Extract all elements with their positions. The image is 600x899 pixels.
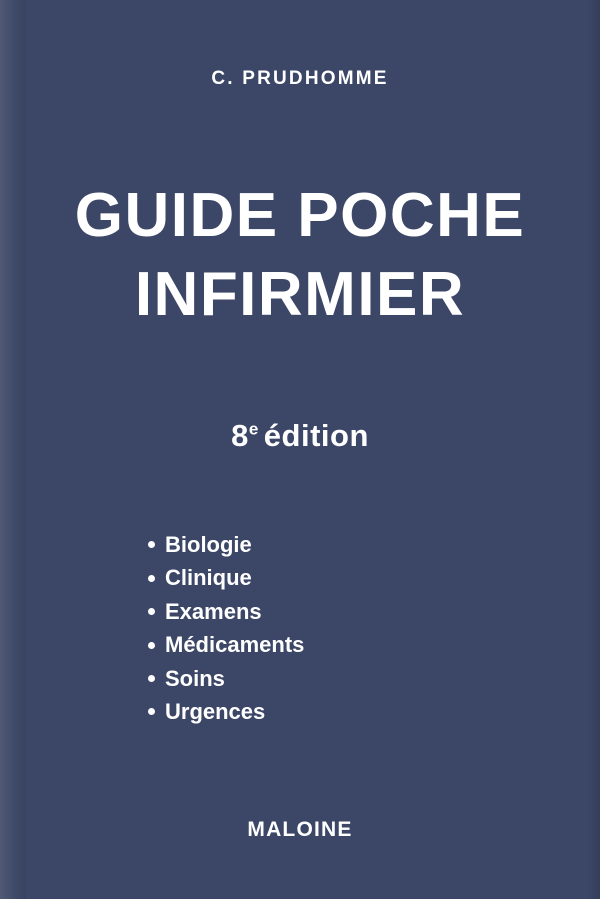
publisher-logo: MALOINE [247, 818, 353, 841]
list-item [0, 595, 600, 628]
topic-label: Soins [165, 665, 225, 691]
bullet-icon [148, 708, 155, 715]
list-item [0, 561, 600, 594]
bullet-icon [148, 675, 155, 682]
author-name: C. PRUDHOMME [211, 68, 389, 89]
book-title [0, 176, 600, 335]
edition-label [0, 418, 600, 454]
edition-number: 8 [231, 418, 249, 453]
title-line-1: GUIDE POCHE [74, 181, 526, 250]
topic-label: Médicaments [165, 632, 305, 658]
list-item [0, 695, 600, 728]
topic-label: Biologie [165, 532, 252, 557]
bullet-icon [148, 575, 155, 582]
bullet-icon [148, 541, 155, 548]
edition-ordinal: e [248, 419, 259, 439]
list-item [0, 662, 600, 695]
list-item [0, 528, 600, 561]
title-line-2: INFIRMIER [134, 260, 466, 330]
bullet-icon [148, 642, 155, 649]
edition-word: édition [263, 418, 369, 453]
bullet-icon [148, 608, 155, 615]
topic-label: Urgences [165, 699, 266, 725]
list-item [0, 628, 600, 661]
topic-label: Clinique [165, 565, 252, 591]
topic-list [0, 528, 600, 729]
topic-label: Examens [165, 598, 262, 624]
